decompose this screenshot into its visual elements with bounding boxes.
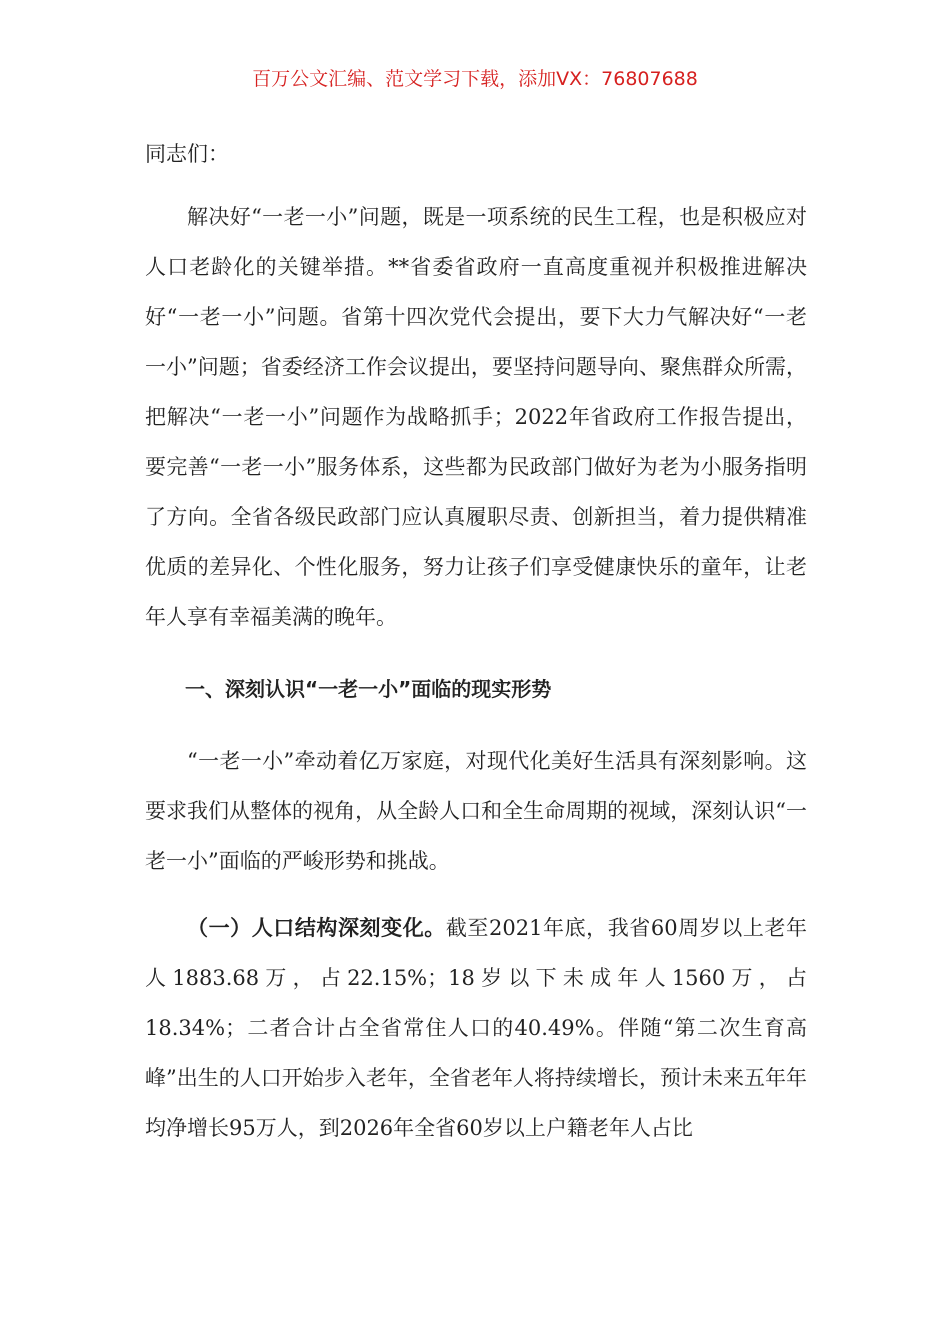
paragraph-population-body: 截至2021年底，我省60周岁以上老年人1883.68万，占22.15%；18岁以下未成年人1560万，占18.34%；二者合计占全省常住人口的40.49%。伴随“第二次生育高峰”出生的人口开始步入老年，全省老年人将持续增长，预计未来五年年均净增长95万人，到2026年全省60岁以上户籍老年人占比: [145, 916, 807, 1140]
greeting: 同志们：: [145, 142, 229, 166]
document-body: [145, 134, 807, 1153]
section-heading: 一、深刻认识“一老一小”面临的现实形势: [185, 677, 552, 701]
paragraph-intro: 解决好“一老一小”问题，既是一项系统的民生工程，也是积极应对人口老龄化的关键举措。**省委省政府一直高度重视并积极推进解决好“一老一小”问题。省第十四次党代会提出，要下大力气解决好“一老一小”问题；省委经济工作会议提出，要坚持问题导向、聚焦群众所需，把解决“一老一小”问题作为战略抓手；2022年省政府工作报告提出，要完善“一老一小”服务体系，这些都为民政部门做好为老为小服务指明了方向。全省各级民政部门应认真履职尽责、创新担当，着力提供精准优质的差异化、个性化服务，努力让孩子们享受健康快乐的童年，让老年人享有幸福美满的晚年。: [145, 205, 807, 629]
paragraph-section-intro: “一老一小”牵动着亿万家庭，对现代化美好生活具有深刻影响。这要求我们从整体的视角，从全龄人口和全生命周期的视域，深刻认识“一老一小”面临的严峻形势和挑战。: [145, 749, 807, 873]
header-banner: 百万公文汇编、范文学习下载，添加VX：76807688: [252, 68, 698, 90]
subsection-heading: （一）人口结构深刻变化。: [187, 916, 446, 940]
paragraph-population: [145, 903, 807, 1153]
